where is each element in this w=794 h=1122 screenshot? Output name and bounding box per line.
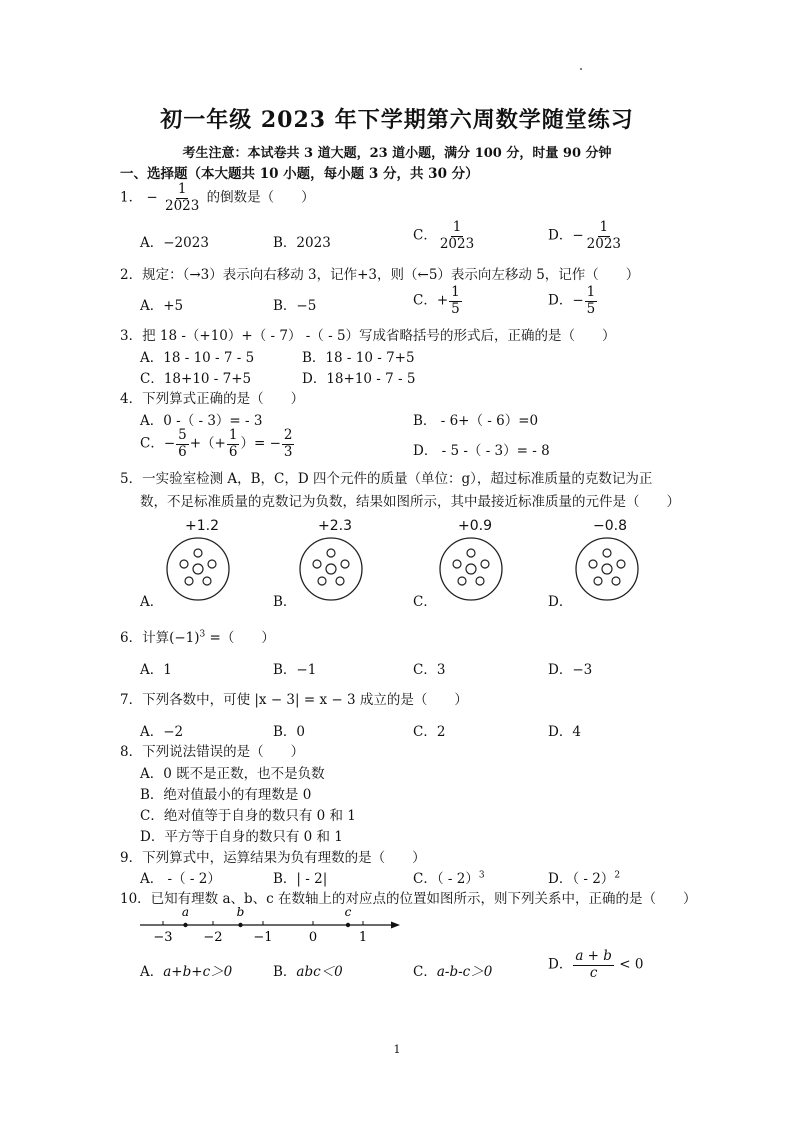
q2-option-a: A．+5 bbox=[140, 298, 184, 314]
question-4: 4．下列算式正确的是（ ） bbox=[120, 391, 305, 407]
q10-option-b: B．abc＜0 bbox=[273, 964, 343, 980]
q1-option-c: C． $\frac{1}{2023}$ bbox=[413, 219, 475, 252]
point-label-c: c bbox=[344, 905, 352, 919]
component-c-figure bbox=[440, 538, 502, 600]
part-d-value: −0.8 bbox=[593, 518, 627, 534]
question-10: 10．已知有理数 a、b、c 在数轴上的对应点的位置如图所示，则下列关系中，正确的是（ ） bbox=[120, 891, 697, 907]
component-d-figure bbox=[576, 538, 638, 600]
q6-option-c: C．3 bbox=[413, 662, 446, 678]
q6-option-a: A．1 bbox=[140, 662, 172, 678]
axis-tick-label: −1 bbox=[253, 930, 273, 945]
point-c bbox=[346, 923, 350, 927]
q4-option-b: B． - 6+（ - 6）=0 bbox=[413, 413, 539, 429]
part-b-value: +2.3 bbox=[318, 518, 352, 534]
component-b-figure bbox=[300, 538, 362, 600]
exam-notice: 考生注意：本试卷共 3 道大题，23 道小题，满分 100 分，时量 90 分钟 bbox=[182, 146, 612, 161]
q7-option-a: A．−2 bbox=[140, 724, 184, 740]
question-5-line-1: 5．一实验室检测 A，B，C，D 四个元件的质量（单位：g），超过标准质量的克数记为正 bbox=[120, 471, 653, 487]
axis-tick-label: 1 bbox=[358, 930, 368, 945]
point-label-a: a bbox=[181, 905, 190, 919]
q9-option-c: C．（ - 2）$^3$ bbox=[413, 870, 485, 887]
page-number: 1 bbox=[393, 1043, 401, 1056]
q4-option-d: D． - 5 -（ - 3）= - 8 bbox=[413, 443, 550, 459]
q5-option-a: A． bbox=[140, 594, 164, 610]
question-7: 7．下列各数中，可使 |x − 3| = x − 3 成立的是（ ） bbox=[120, 692, 468, 708]
q7-option-c: C．2 bbox=[413, 724, 446, 740]
page-title: 初一年级 2023 年下学期第六周数学随堂练习 bbox=[160, 107, 634, 133]
q4-option-c: C．− $\frac{5}{6}$ +（+ $\frac{1}{6}$ ）= − $\frac{2}{3}$ bbox=[140, 427, 293, 460]
q8-option-b: B．绝对值最小的有理数是 0 bbox=[140, 787, 312, 803]
part-a-value: +1.2 bbox=[185, 518, 219, 534]
q1-option-d: D．− $\frac{1}{2023}$ bbox=[548, 219, 621, 252]
q9-option-b: B．| - 2| bbox=[273, 871, 328, 887]
section-heading: 一、选择题（本大题共 10 小题，每小题 3 分，共 30 分） bbox=[120, 166, 479, 182]
question-1: 1． − $\frac{1}{2023}$ 的倒数是（ ） bbox=[120, 181, 315, 214]
axis-tick-label: 0 bbox=[308, 930, 318, 945]
q3-option-d: D．18+10 - 7 - 5 bbox=[302, 371, 416, 387]
q4-option-a: A．0 -（ - 3）= - 3 bbox=[140, 413, 263, 429]
question-8: 8．下列说法错误的是（ ） bbox=[120, 744, 305, 760]
axis-tick-label: −2 bbox=[203, 930, 223, 945]
q7-option-d: D．4 bbox=[548, 724, 581, 740]
part-c-value: +0.9 bbox=[458, 518, 492, 534]
q5-option-c: C． bbox=[413, 594, 437, 610]
q10-option-c: C．a-b-c＞0 bbox=[413, 964, 493, 980]
q1-option-b: B．2023 bbox=[273, 235, 331, 251]
q2-option-d: D．− $\frac{1}{5}$ bbox=[548, 284, 596, 317]
q5-option-d: D． bbox=[548, 594, 573, 610]
q10-option-d: D． $\frac{a + b}{c}$ < 0 bbox=[548, 948, 644, 981]
question-9: 9．下列算式中，运算结果为负有理数的是（ ） bbox=[120, 850, 426, 866]
q6-option-b: B．−1 bbox=[273, 662, 317, 678]
q8-option-c: C．绝对值等于自身的数只有 0 和 1 bbox=[140, 808, 356, 824]
component-a-figure bbox=[167, 538, 229, 600]
number-line bbox=[130, 905, 420, 945]
q10-option-a: A．a+b+c＞0 bbox=[140, 964, 233, 980]
point-label-b: b bbox=[236, 905, 245, 919]
q3-option-c: C．18+10 - 7+5 bbox=[140, 371, 252, 387]
question-3: 3．把 18 -（+10）+（ - 7） -（ - 5）写成省略括号的形式后，正确的是（ ） bbox=[120, 328, 616, 344]
q2-option-c: C．+ $\frac{1}{5}$ bbox=[413, 284, 460, 317]
fraction: $\frac{1}{2023}$ bbox=[165, 181, 200, 214]
q8-option-a: A．0 既不是正数，也不是负数 bbox=[140, 766, 325, 782]
point-a bbox=[183, 923, 187, 927]
question-2: 2．规定：（→3）表示向右移动 3，记作+3，则（←5）表示向左移动 5，记作（ ） bbox=[120, 267, 640, 283]
q9-option-a: A． -（ - 2） bbox=[140, 871, 221, 887]
q9-option-d: D．（ - 2）$^2$ bbox=[548, 870, 621, 887]
point-b bbox=[238, 923, 242, 927]
axis-tick-label: −3 bbox=[153, 930, 173, 945]
q7-option-b: B．0 bbox=[273, 724, 306, 740]
q6-option-d: D．−3 bbox=[548, 662, 593, 678]
q1-option-a: A．−2023 bbox=[140, 235, 209, 251]
axis-arrow-icon bbox=[391, 922, 400, 929]
question-6: 6．计算$(-1)^3$ =（ ） bbox=[120, 629, 275, 646]
question-5-line-2: 数，不足标准质量的克数记为负数，结果如图所示，其中最接近标准质量的元件是（ ） bbox=[140, 494, 680, 510]
q3-option-a: A．18 - 10 - 7 - 5 bbox=[140, 350, 255, 366]
q3-option-b: B．18 - 10 - 7+5 bbox=[302, 350, 415, 366]
q8-option-d: D．平方等于自身的数只有 0 和 1 bbox=[140, 829, 343, 845]
q5-option-b: B． bbox=[273, 594, 297, 610]
q2-option-b: B．−5 bbox=[273, 298, 317, 314]
